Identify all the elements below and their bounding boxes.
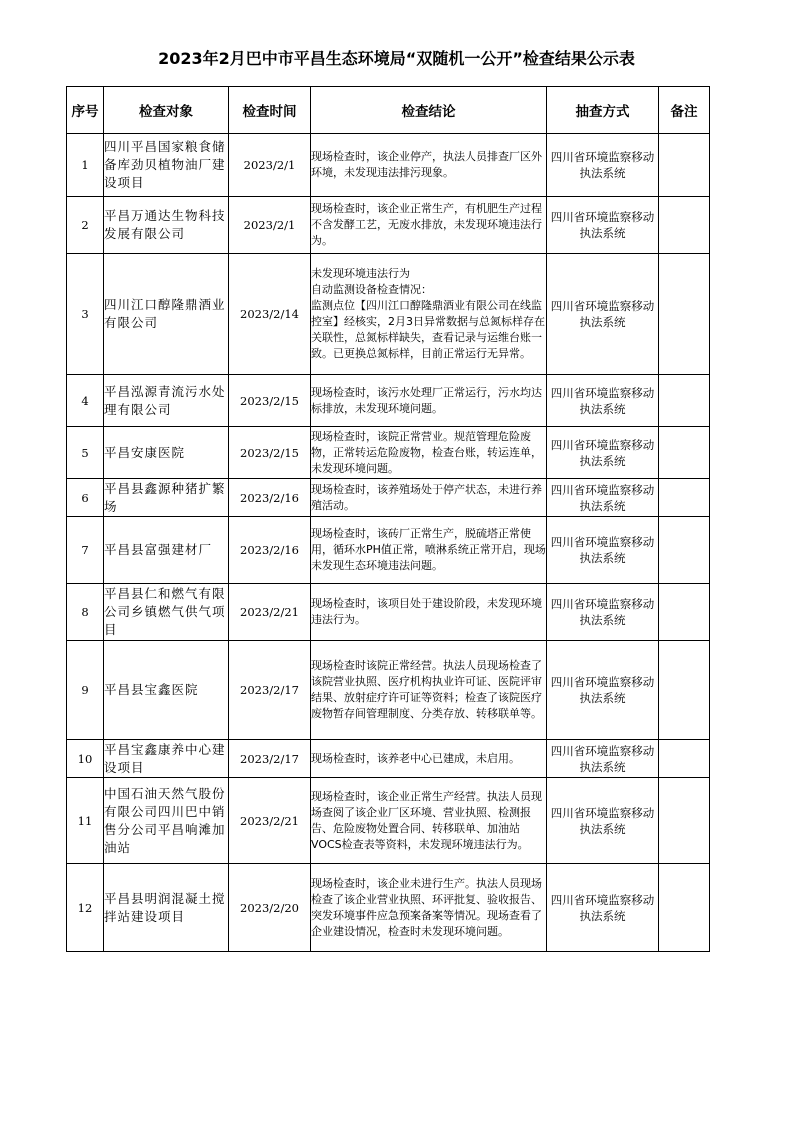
row-method: 四川省环境监察移动执法系统 <box>547 197 659 254</box>
row-method: 四川省环境监察移动执法系统 <box>547 778 659 864</box>
page-title: 2023年2月巴中市平昌生态环境局“双随机一公开”检查结果公示表 <box>158 49 635 68</box>
row-method: 四川省环境监察移动执法系统 <box>547 375 659 427</box>
table-row <box>67 641 710 740</box>
row-date: 2023/2/21 <box>229 778 311 864</box>
table-header-row <box>67 87 710 134</box>
row-no: 1 <box>67 134 104 197</box>
row-note <box>659 134 710 197</box>
table-row <box>67 584 710 641</box>
row-method: 四川省环境监察移动执法系统 <box>547 254 659 375</box>
row-note <box>659 641 710 740</box>
row-no: 10 <box>67 740 104 778</box>
row-date: 2023/2/20 <box>229 864 311 952</box>
table-row <box>67 778 710 864</box>
table-row <box>67 197 710 254</box>
row-no: 5 <box>67 427 104 479</box>
row-result: 现场检查时，该企业正常生产经营。执法人员现场查阅了该企业厂区环境、营业执照、检测报告、危险废物处置合同、转移联单、加油站VOCS检查表等资料，未发现环境违法行为。 <box>311 778 547 864</box>
row-target: 平昌县富强建材厂 <box>104 517 229 584</box>
row-date: 2023/2/14 <box>229 254 311 375</box>
row-no: 2 <box>67 197 104 254</box>
header-no: 序号 <box>67 87 104 134</box>
row-target: 平昌县鑫源种猪扩繁场 <box>104 479 229 517</box>
row-date: 2023/2/17 <box>229 740 311 778</box>
row-target: 平昌县仁和燃气有限公司乡镇燃气供气项目 <box>104 584 229 641</box>
row-no: 12 <box>67 864 104 952</box>
row-result: 现场检查时，该砖厂正常生产，脱硫塔正常使用，循环水PH值正常，喷淋系统正常开启，现场未发现生态环境违法问题。 <box>311 517 547 584</box>
row-result: 未发现环境违法行为 自动监测设备检查情况： 监测点位【四川江口醇隆鼎酒业有限公司在线监控室】经核实，2月3日异常数据与总氮标样存在关联性，总氮标样缺失，查看记录与运维台账一致。已更换总氮标样，目前正常运行无异常。 <box>311 254 547 375</box>
row-note <box>659 427 710 479</box>
header-result: 检查结论 <box>311 87 547 134</box>
row-note <box>659 517 710 584</box>
row-note <box>659 254 710 375</box>
header-target: 检查对象 <box>104 87 229 134</box>
row-result: 现场检查时，该养老中心已建成，未启用。 <box>311 740 547 778</box>
table-row <box>67 427 710 479</box>
table-row <box>67 375 710 427</box>
row-target: 平昌泓源青流污水处理有限公司 <box>104 375 229 427</box>
row-target: 平昌县明润混凝土搅拌站建设项目 <box>104 864 229 952</box>
row-method: 四川省环境监察移动执法系统 <box>547 479 659 517</box>
row-date: 2023/2/1 <box>229 197 311 254</box>
row-result: 现场检查时，该企业停产，执法人员排查厂区外环境，未发现违法排污现象。 <box>311 134 547 197</box>
table-row <box>67 479 710 517</box>
row-note <box>659 864 710 952</box>
row-note <box>659 778 710 864</box>
table-row <box>67 134 710 197</box>
row-no: 8 <box>67 584 104 641</box>
row-result: 现场检查时，该污水处理厂正常运行，污水均达标排放，未发现环境问题。 <box>311 375 547 427</box>
row-date: 2023/2/16 <box>229 517 311 584</box>
row-result: 现场检查时，该养殖场处于停产状态，未进行养殖活动。 <box>311 479 547 517</box>
table-row <box>67 517 710 584</box>
table-row <box>67 864 710 952</box>
row-method: 四川省环境监察移动执法系统 <box>547 864 659 952</box>
row-note <box>659 479 710 517</box>
table-row <box>67 740 710 778</box>
row-result: 现场检查时，该企业正常生产，有机肥生产过程不含发酵工艺，无废水排放，未发现环境违法行为。 <box>311 197 547 254</box>
row-result: 现场检查时，该项目处于建设阶段，未发现环境违法行为。 <box>311 584 547 641</box>
row-target: 平昌县宝鑫医院 <box>104 641 229 740</box>
row-no: 6 <box>67 479 104 517</box>
row-date: 2023/2/21 <box>229 584 311 641</box>
row-no: 11 <box>67 778 104 864</box>
row-target: 四川江口醇隆鼎酒业有限公司 <box>104 254 229 375</box>
row-no: 7 <box>67 517 104 584</box>
header-method: 抽查方式 <box>547 87 659 134</box>
row-no: 4 <box>67 375 104 427</box>
row-method: 四川省环境监察移动执法系统 <box>547 427 659 479</box>
row-method: 四川省环境监察移动执法系统 <box>547 641 659 740</box>
row-method: 四川省环境监察移动执法系统 <box>547 517 659 584</box>
row-date: 2023/2/1 <box>229 134 311 197</box>
row-result: 现场检查时，该企业未进行生产。执法人员现场检查了该企业营业执照、环评批复、验收报告、突发环境事件应急预案备案等情况。现场查看了企业建设情况，检查时未发现环境问题。 <box>311 864 547 952</box>
table-row <box>67 254 710 375</box>
header-note: 备注 <box>659 87 710 134</box>
row-date: 2023/2/15 <box>229 375 311 427</box>
row-target: 平昌宝鑫康养中心建设项目 <box>104 740 229 778</box>
row-date: 2023/2/16 <box>229 479 311 517</box>
inspection-results-table <box>66 86 710 952</box>
row-method: 四川省环境监察移动执法系统 <box>547 584 659 641</box>
row-method: 四川省环境监察移动执法系统 <box>547 134 659 197</box>
row-result: 现场检查时，该院正常营业。规范管理危险废物，正常转运危险废物，检查台账，转运连单，未发现环境问题。 <box>311 427 547 479</box>
row-date: 2023/2/15 <box>229 427 311 479</box>
row-no: 3 <box>67 254 104 375</box>
row-target: 平昌安康医院 <box>104 427 229 479</box>
row-note <box>659 740 710 778</box>
row-note <box>659 197 710 254</box>
row-method: 四川省环境监察移动执法系统 <box>547 740 659 778</box>
row-note <box>659 375 710 427</box>
row-date: 2023/2/17 <box>229 641 311 740</box>
row-target: 中国石油天然气股份有限公司四川巴中销售分公司平昌响滩加油站 <box>104 778 229 864</box>
row-target: 四川平昌国家粮食储备库劲贝植物油厂建设项目 <box>104 134 229 197</box>
row-no: 9 <box>67 641 104 740</box>
row-result: 现场检查时该院正常经营。执法人员现场检查了该院营业执照、医疗机构执业许可证、医院评审结果、放射症疗许可证等资料；检查了该院医疗废物暂存间管理制度、分类存放、转移联单等。 <box>311 641 547 740</box>
header-date: 检查时间 <box>229 87 311 134</box>
row-note <box>659 584 710 641</box>
row-target: 平昌万通达生物科技发展有限公司 <box>104 197 229 254</box>
